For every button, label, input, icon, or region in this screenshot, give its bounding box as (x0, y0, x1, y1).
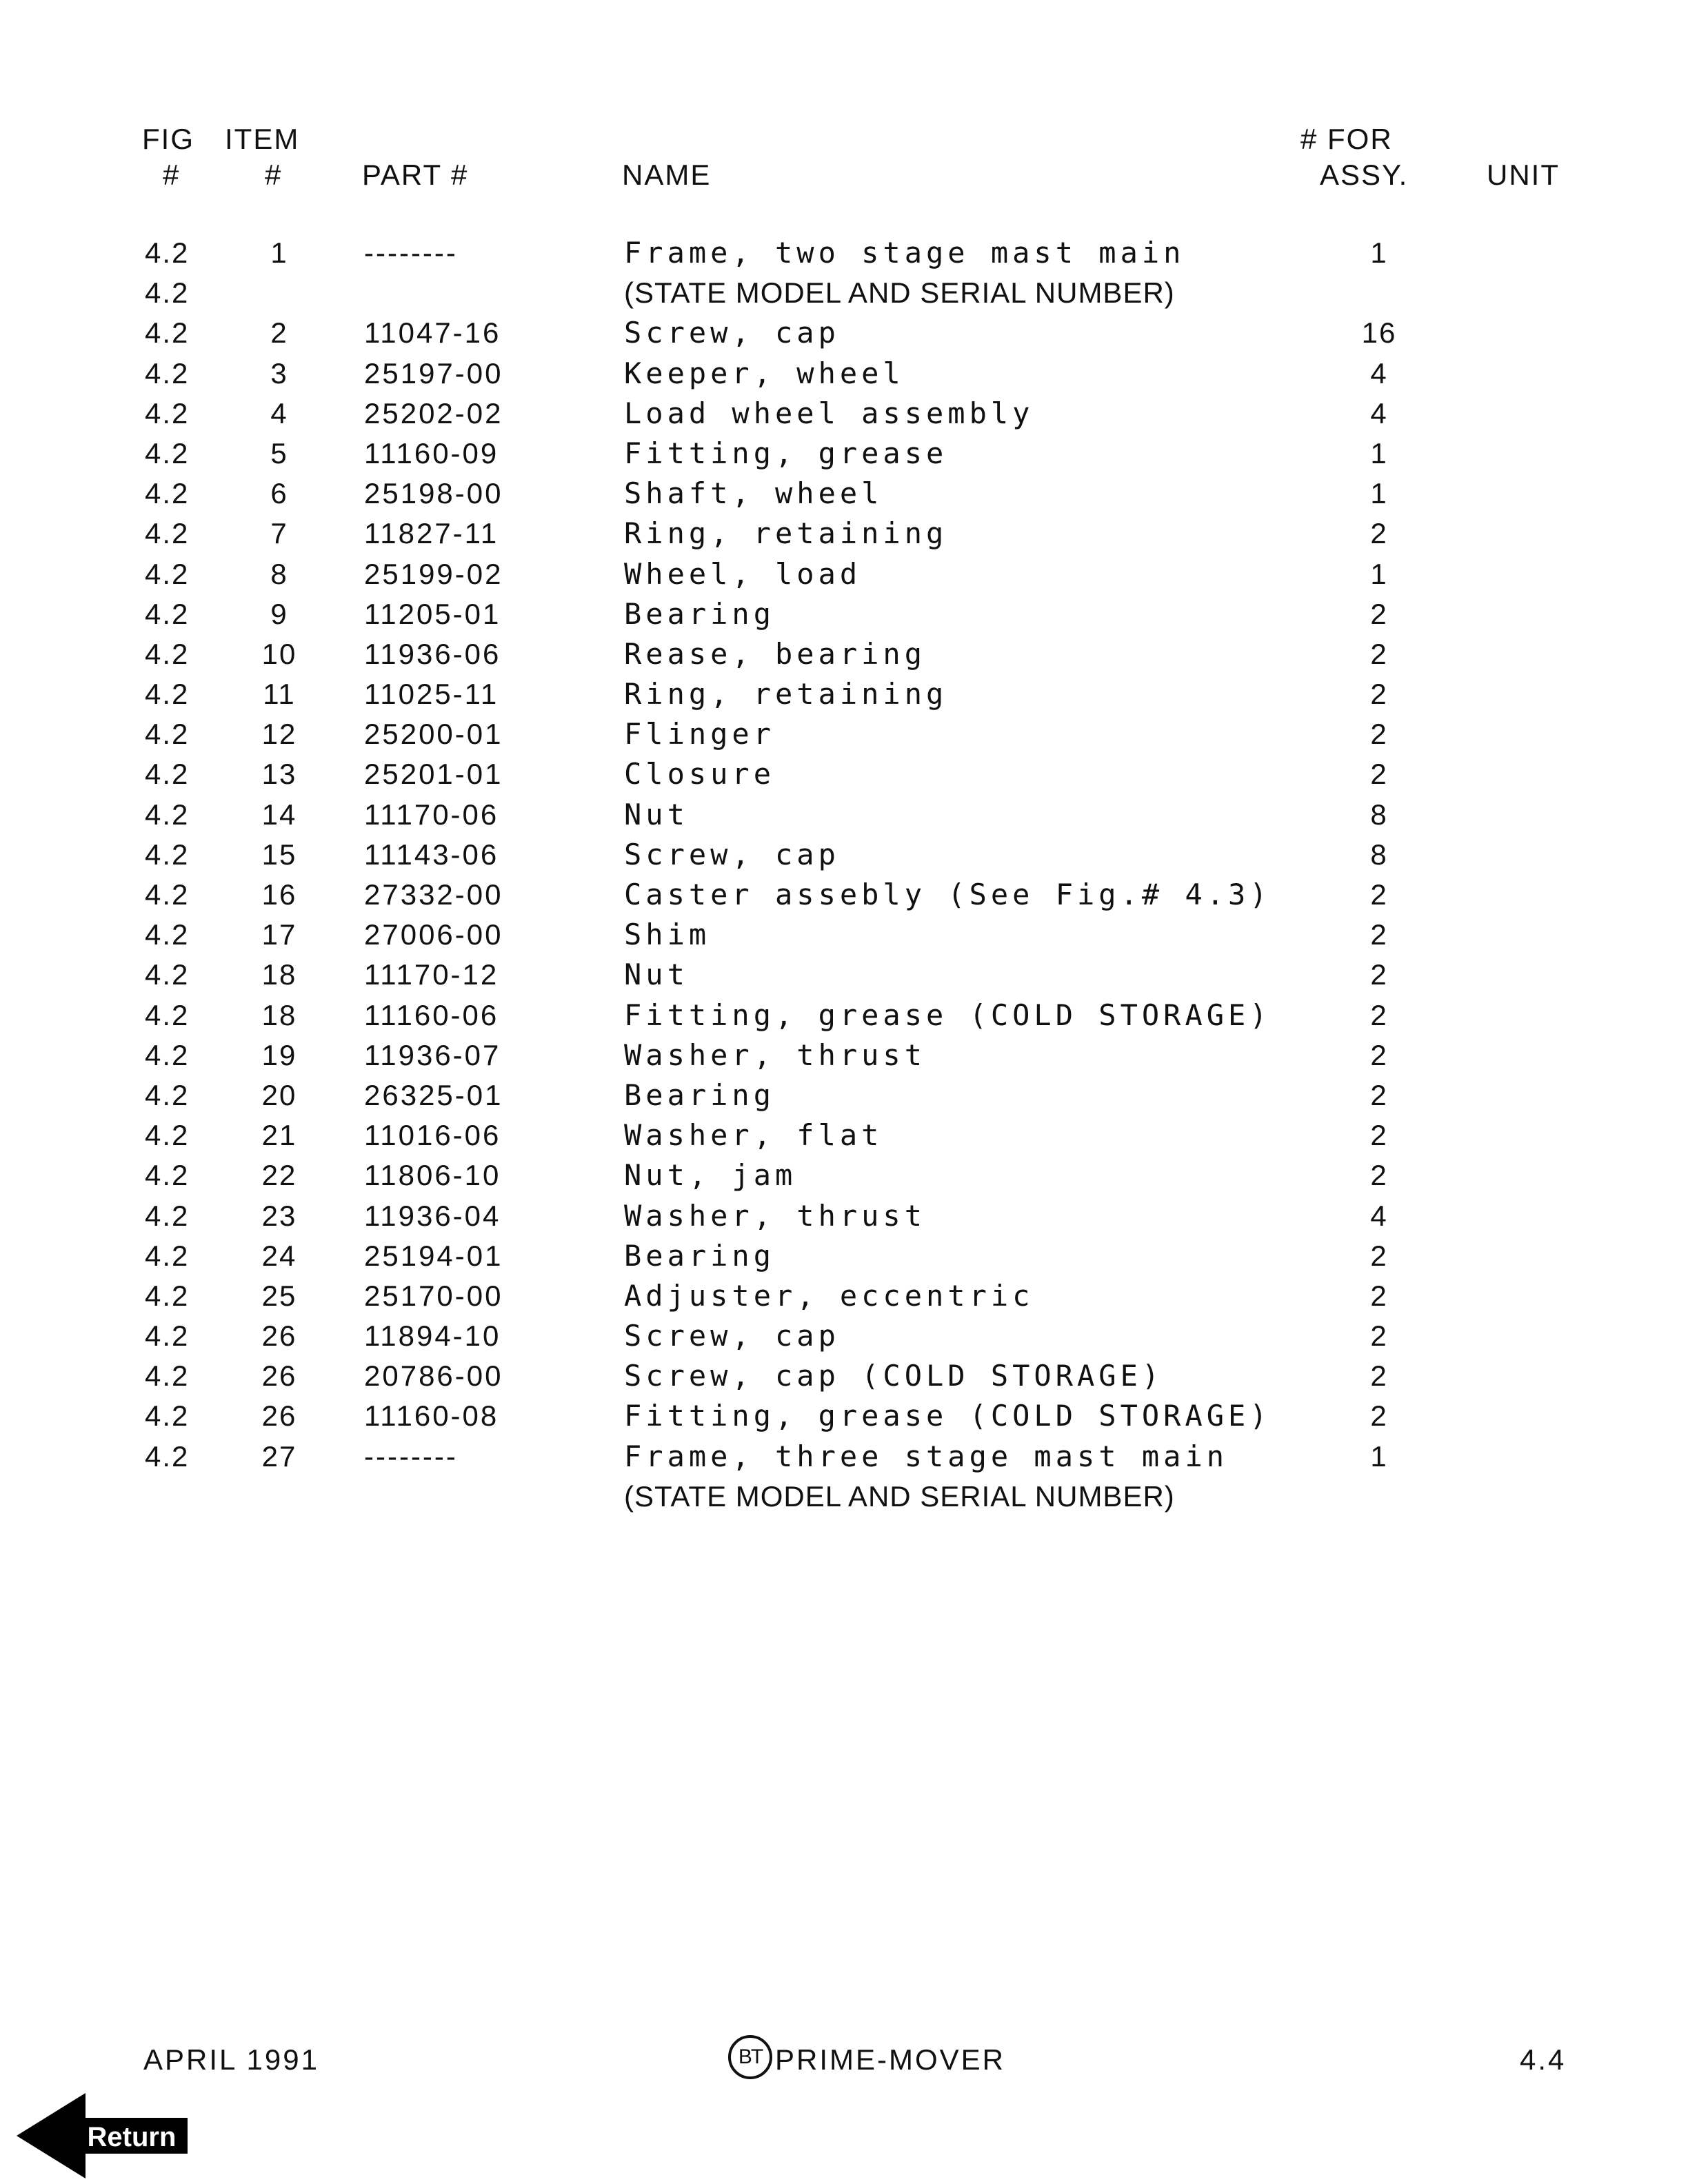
quantity: 4 (1370, 396, 1388, 429)
part-name: (STATE MODEL AND SERIAL NUMBER) (624, 276, 1175, 310)
part-name: Ring, retaining (624, 677, 948, 711)
item-number: 18 (261, 998, 297, 1031)
quantity: 2 (1370, 1399, 1388, 1433)
quantity: 2 (1370, 918, 1388, 951)
table-row (0, 594, 1688, 634)
fig-number: 4.2 (145, 1078, 190, 1111)
part-name: Closure (624, 757, 776, 791)
item-number: 23 (261, 1199, 297, 1232)
part-name: Load wheel assembly (624, 396, 1034, 430)
item-number: 14 (261, 798, 297, 831)
part-number: 11936-06 (364, 637, 501, 670)
item-number: 11 (263, 678, 296, 711)
fig-number: 4.2 (145, 1239, 190, 1272)
quantity: 4 (1370, 1199, 1388, 1232)
quantity: 2 (1370, 637, 1388, 670)
table-row (0, 1155, 1688, 1195)
part-number: 25198-00 (364, 477, 503, 510)
footer-date: APRIL 1991 (143, 2043, 319, 2076)
part-name: Caster assebly (See Fig.# 4.3) (624, 878, 1272, 911)
fig-number: 4.2 (145, 918, 190, 951)
footer-brand: PRIME-MOVER (775, 2043, 1006, 2076)
part-name: Keeper, wheel (624, 356, 905, 390)
parts-table (0, 233, 1688, 1517)
fig-number: 4.2 (145, 1279, 190, 1312)
item-number: 26 (261, 1399, 297, 1433)
part-number: 25170-00 (364, 1279, 503, 1312)
quantity: 2 (1370, 597, 1388, 630)
item-number: 21 (261, 1119, 297, 1152)
part-number: 20786-00 (364, 1359, 503, 1393)
table-row (0, 514, 1688, 554)
table-row (0, 795, 1688, 835)
fig-number: 4.2 (145, 316, 190, 350)
item-number: 1 (270, 236, 288, 269)
part-name: Shim (624, 918, 711, 952)
fig-number: 4.2 (145, 1359, 190, 1393)
footer-page-number: 4.4 (1520, 2043, 1567, 2076)
part-number: 11160-09 (364, 436, 499, 469)
part-number: 25200-01 (364, 718, 503, 751)
item-number: 17 (261, 918, 297, 951)
part-number: -------- (364, 236, 458, 269)
fig-number: 4.2 (145, 236, 190, 269)
fig-number: 4.2 (145, 557, 190, 590)
quantity: 2 (1370, 958, 1388, 991)
part-number: 27006-00 (364, 918, 503, 951)
table-row (0, 875, 1688, 915)
part-name: Screw, cap (624, 316, 840, 350)
table-row (0, 1236, 1688, 1276)
part-name: Bearing (624, 1238, 776, 1273)
table-row (0, 313, 1688, 353)
fig-number: 4.2 (145, 758, 190, 791)
fig-number: 4.2 (145, 1439, 190, 1473)
header-part: PART # (362, 159, 469, 191)
part-name: Bearing (624, 596, 776, 631)
table-row (0, 354, 1688, 394)
fig-number: 4.2 (145, 597, 190, 630)
header-qty (1300, 121, 1408, 193)
part-number: 11016-06 (364, 1119, 501, 1152)
table-row (0, 955, 1688, 995)
quantity: 2 (1370, 1239, 1388, 1272)
quantity: 2 (1370, 1159, 1388, 1192)
header-unit: UNIT (1487, 159, 1560, 191)
fig-number: 4.2 (145, 1399, 190, 1433)
item-number: 24 (261, 1239, 297, 1272)
fig-number: 4.2 (145, 276, 190, 310)
part-number: 11894-10 (364, 1320, 501, 1353)
header-item-line2: # (265, 159, 283, 191)
part-name: Nut (624, 797, 689, 831)
quantity: 2 (1370, 1279, 1388, 1312)
table-row (0, 995, 1688, 1035)
part-number: 11827-11 (364, 517, 499, 550)
part-number: 11143-06 (364, 838, 499, 871)
quantity: 2 (1370, 878, 1388, 911)
fig-number: 4.2 (145, 1320, 190, 1353)
quantity: 1 (1370, 557, 1388, 590)
table-row (0, 754, 1688, 794)
part-number: 11025-11 (364, 678, 499, 711)
part-name: Fitting, grease (COLD STORAGE) (624, 998, 1272, 1032)
header-item-line1: ITEM (225, 123, 300, 155)
fig-number: 4.2 (145, 1119, 190, 1152)
part-number: 11806-10 (364, 1159, 501, 1192)
part-number: 25197-00 (364, 356, 503, 390)
table-row (0, 1396, 1688, 1436)
item-number: 18 (261, 958, 297, 991)
table-row (0, 714, 1688, 754)
fig-number: 4.2 (145, 958, 190, 991)
part-name: Frame, three stage mast main (624, 1439, 1229, 1473)
fig-number: 4.2 (145, 1199, 190, 1232)
table-row (0, 233, 1688, 273)
part-name: Adjuster, eccentric (624, 1278, 1034, 1313)
table-row (0, 474, 1688, 514)
fig-number: 4.2 (145, 1159, 190, 1192)
table-row (0, 1356, 1688, 1396)
header-fig (142, 121, 194, 193)
fig-number: 4.2 (145, 798, 190, 831)
fig-number: 4.2 (145, 396, 190, 429)
item-number: 4 (270, 396, 288, 429)
part-number: 25202-02 (364, 396, 503, 429)
quantity: 1 (1370, 236, 1388, 269)
header-qty-line1: # FOR (1300, 123, 1393, 155)
table-row (0, 634, 1688, 674)
part-name: Rease, bearing (624, 636, 927, 671)
part-name: Ring, retaining (624, 516, 948, 551)
part-name: Fitting, grease (COLD STORAGE) (624, 1399, 1272, 1433)
table-row (0, 835, 1688, 875)
quantity: 2 (1370, 1078, 1388, 1111)
quantity: 8 (1370, 838, 1388, 871)
item-number: 13 (261, 758, 297, 791)
part-number: 11160-08 (364, 1399, 499, 1433)
return-button[interactable] (17, 2093, 196, 2178)
table-row (0, 273, 1688, 313)
item-number: 22 (261, 1159, 297, 1192)
quantity: 2 (1370, 1320, 1388, 1353)
part-number: 11170-06 (364, 798, 499, 831)
quantity: 1 (1370, 477, 1388, 510)
quantity: 2 (1370, 1119, 1388, 1152)
bt-logo: BT (728, 2035, 772, 2079)
part-number: 25201-01 (364, 758, 503, 791)
part-name: (STATE MODEL AND SERIAL NUMBER) (624, 1479, 1175, 1513)
part-number: -------- (364, 1439, 458, 1473)
part-number: 26325-01 (364, 1078, 503, 1111)
part-name: Shaft, wheel (624, 476, 883, 511)
quantity: 2 (1370, 678, 1388, 711)
item-number: 15 (261, 838, 297, 871)
fig-number: 4.2 (145, 477, 190, 510)
part-number: 11936-07 (364, 1038, 501, 1071)
part-name: Screw, cap (624, 837, 840, 871)
part-number: 25194-01 (364, 1239, 503, 1272)
table-row (0, 1437, 1688, 1477)
item-number: 3 (270, 356, 288, 390)
fig-number: 4.2 (145, 878, 190, 911)
table-row (0, 1316, 1688, 1356)
item-number: 12 (261, 718, 297, 751)
table-row (0, 1035, 1688, 1075)
quantity: 2 (1370, 1359, 1388, 1393)
item-number: 27 (261, 1439, 297, 1473)
fig-number: 4.2 (145, 678, 190, 711)
part-name: Flinger (624, 717, 776, 751)
part-name: Washer, thrust (624, 1038, 927, 1072)
part-number: 25199-02 (364, 557, 503, 590)
part-name: Nut, jam (624, 1158, 797, 1193)
quantity: 2 (1370, 758, 1388, 791)
quantity: 2 (1370, 1038, 1388, 1071)
item-number: 10 (261, 637, 297, 670)
part-number: 27332-00 (364, 878, 503, 911)
part-number: 11170-12 (364, 958, 499, 991)
table-row (0, 674, 1688, 714)
item-number: 16 (261, 878, 297, 911)
part-name: Washer, thrust (624, 1198, 927, 1233)
table-row (0, 434, 1688, 474)
table-row (0, 1276, 1688, 1316)
header-fig-line1: FIG (142, 123, 194, 155)
item-number: 7 (270, 517, 288, 550)
quantity: 1 (1370, 436, 1388, 469)
header-name: NAME (622, 159, 712, 191)
fig-number: 4.2 (145, 1038, 190, 1071)
fig-number: 4.2 (145, 436, 190, 469)
header-qty-line2: ASSY. (1320, 159, 1409, 191)
item-number: 26 (261, 1320, 297, 1353)
item-number: 5 (270, 436, 288, 469)
quantity: 1 (1370, 1439, 1388, 1473)
fig-number: 4.2 (145, 718, 190, 751)
part-number: 11047-16 (364, 316, 501, 350)
fig-number: 4.2 (145, 356, 190, 390)
item-number: 26 (261, 1359, 297, 1393)
return-label: Return (87, 2122, 177, 2152)
header-fig-line2: # (163, 159, 181, 191)
part-name: Nut (624, 958, 689, 992)
quantity: 8 (1370, 798, 1388, 831)
table-row (0, 554, 1688, 594)
table-row (0, 1477, 1688, 1517)
item-number: 9 (270, 597, 288, 630)
fig-number: 4.2 (145, 998, 190, 1031)
table-row (0, 1196, 1688, 1236)
quantity: 16 (1361, 316, 1397, 350)
item-number: 20 (261, 1078, 297, 1111)
part-name: Frame, two stage mast main (624, 236, 1185, 270)
table-row (0, 915, 1688, 955)
item-number: 2 (270, 316, 288, 350)
item-number: 25 (261, 1279, 297, 1312)
item-number: 6 (270, 477, 288, 510)
quantity: 2 (1370, 718, 1388, 751)
quantity: 2 (1370, 517, 1388, 550)
part-name: Washer, flat (624, 1118, 883, 1153)
quantity: 4 (1370, 356, 1388, 390)
table-row (0, 1115, 1688, 1155)
item-number: 19 (261, 1038, 297, 1071)
fig-number: 4.2 (145, 838, 190, 871)
table-row (0, 394, 1688, 434)
item-number: 8 (270, 557, 288, 590)
part-number: 11936-04 (364, 1199, 501, 1232)
part-name: Screw, cap (COLD STORAGE) (624, 1359, 1164, 1393)
part-number: 11205-01 (364, 597, 501, 630)
part-name: Bearing (624, 1078, 776, 1112)
part-name: Wheel, load (624, 556, 862, 591)
quantity: 2 (1370, 998, 1388, 1031)
header-item (225, 121, 299, 193)
table-row (0, 1075, 1688, 1115)
part-number: 11160-06 (364, 998, 499, 1031)
fig-number: 4.2 (145, 517, 190, 550)
part-name: Screw, cap (624, 1319, 840, 1353)
fig-number: 4.2 (145, 637, 190, 670)
part-name: Fitting, grease (624, 436, 948, 470)
